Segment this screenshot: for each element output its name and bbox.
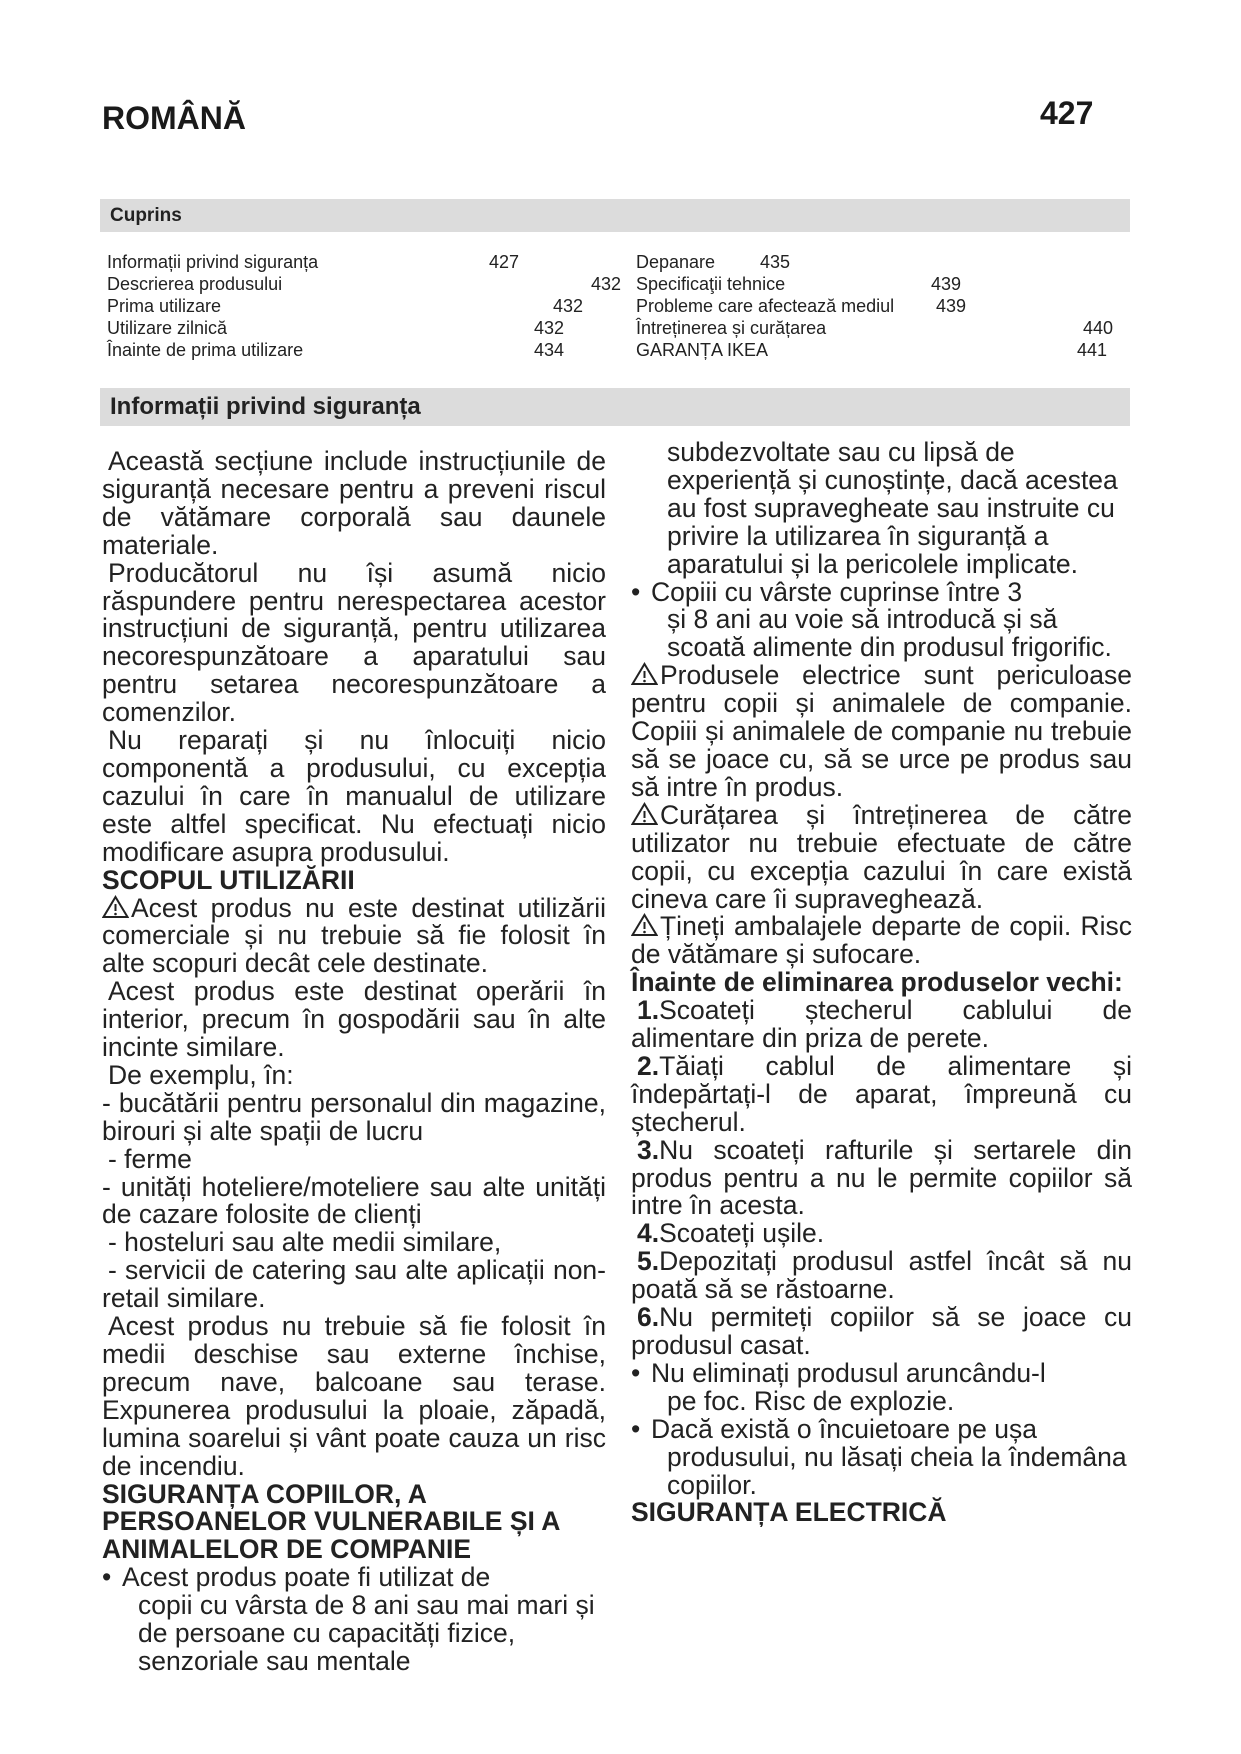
- page-number: 427: [1040, 95, 1094, 131]
- disposal-heading: Înainte de eliminarea produselor vechi:: [631, 967, 1123, 998]
- step-number: 3.: [637, 1134, 660, 1165]
- step-text: Nu scoateți rafturile și sertarele din produs pentru a nu le permite copiilor să intre în acesta.: [631, 1134, 1132, 1221]
- scope-list-item: - servicii de catering sau alte aplicații non-retail similare.: [102, 1255, 606, 1314]
- step-number: 1.: [637, 995, 660, 1026]
- warning-icon: [631, 913, 659, 937]
- bullet-rest: și 8 ani au voie să introducă și să scoată alimente din produsul frigorific.: [667, 604, 1112, 663]
- toc-item-label[interactable]: Înainte de prima utilizare: [107, 340, 304, 360]
- disposal-step: [631, 1220, 1132, 1248]
- bullet-icon: •: [102, 1562, 112, 1593]
- intro-paragraph: Nu reparați și nu înlocuiți nicio componentă a produsului, cu excepția cazului în care în manualul de utilizare este altfel specificat. Nu efectuați nicio modificare asupra produsului.: [102, 725, 606, 867]
- scope-warning-text: Acest produs nu este destinat utilizării comerciale și nu trebuie să fie folosit în alte scopuri decât cele destinate.: [102, 892, 606, 979]
- toc-item-label[interactable]: Specificaţii tehnice: [636, 274, 786, 294]
- language-heading: ROMÂNĂ: [102, 100, 246, 136]
- warning-icon: [631, 662, 659, 686]
- toc-item-page: 439: [936, 296, 967, 316]
- children-bullet-first: Acest produs poate fi utilizat de: [122, 1562, 491, 1593]
- left-column: [102, 448, 606, 1676]
- bullet-first: Dacă există o încuietoare pe ușa: [651, 1413, 1037, 1444]
- bullet-first: Copiii cu vârste cuprinse între 3: [651, 576, 1023, 607]
- warning-icon: [102, 895, 130, 919]
- electric-heading: SIGURANȚA ELECTRICĂ: [631, 1497, 947, 1528]
- warning-text: Produsele electrice sunt periculoase pentru copii și animalele de companie. Copiii și animalele de companie nu trebuie să se joace cu, să se urce pe produs sau să intre în produs.: [631, 660, 1132, 802]
- toc-item-label[interactable]: Prima utilizare: [107, 296, 222, 316]
- scope-list-item: - ferme: [108, 1143, 192, 1174]
- bullet-icon: •: [631, 1413, 641, 1444]
- toc-item-label[interactable]: Întreținerea și curățarea: [636, 318, 827, 338]
- scope-warning: [102, 892, 606, 979]
- bullet-rest: pe foc. Risc de explozie.: [667, 1385, 955, 1416]
- lock-bullet: [631, 1413, 1132, 1500]
- fire-bullet: [631, 1357, 1132, 1416]
- toc-item-label[interactable]: Depanare: [636, 252, 716, 272]
- step-number: 6.: [637, 1302, 660, 1333]
- disposal-step: [631, 1134, 1132, 1221]
- right-column: [631, 439, 1132, 1527]
- toc-item-label[interactable]: Probleme care afectează mediul: [636, 296, 895, 316]
- step-text: Nu permiteți copiilor să se joace cu produsul casat.: [631, 1302, 1132, 1360]
- toc-item-label[interactable]: GARANȚA IKEA: [636, 340, 769, 360]
- step-text: Depozitați produsul astfel încât să nu poată să se răstoarne.: [631, 1246, 1132, 1305]
- section-header: Informații privind siguranța: [100, 388, 1130, 426]
- toc-item-label[interactable]: Informații privind siguranța: [107, 252, 319, 272]
- toc-item-page: 432: [534, 318, 565, 338]
- toc-header: Cuprins: [100, 199, 1130, 232]
- bullet-icon: •: [631, 576, 641, 607]
- children-bullet-rest: copii cu vârsta de 8 ani sau mai mari și de persoane cu capacități fizice, senzoriale sau mentale: [138, 1590, 595, 1676]
- toc-item-label[interactable]: Utilizare zilnică: [107, 318, 228, 338]
- continued-text: subdezvoltate sau cu lipsă de experiență și cunoștințe, dacă acestea au fost supravegheate sau instruite cu privire la utilizarea în siguranță a aparatului și la pericolele implicate.: [667, 437, 1118, 579]
- warning-text: Curățarea și întreținerea de către utilizator nu trebuie efectuate de către copii, cu excepția cazului în care există cineva care îi supraveghează.: [631, 799, 1132, 914]
- toc-item-page: 441: [1077, 340, 1108, 360]
- step-number: 5.: [637, 1246, 660, 1277]
- toc-item-page: 434: [534, 340, 565, 360]
- children-heading: SIGURANȚA COPIILOR, A PERSOANELOR VULNERABILE ȘI A ANIMALELOR DE COMPANIE: [102, 1478, 560, 1565]
- step-text: Scoateți ușile.: [659, 1218, 825, 1249]
- bullet-icon: •: [631, 1357, 641, 1388]
- scope-text: Acest produs este destinat operării în interior, precum în gospodării sau în alte incinte similare.: [102, 976, 606, 1063]
- intro-paragraph: Această secțiune include instrucțiunile de siguranță necesare pentru a preveni riscul de vătămare corporală sau daunele materiale.: [102, 446, 606, 560]
- intro-paragraph: Producătorul nu își asumă nicio răspundere pentru nerespectarea acestor instrucțiuni de siguranță, pentru utilizarea necorespunzătoare a aparatului sau pentru setarea necorespunzătoare a comenzilor.: [102, 557, 606, 728]
- warning-paragraph: [631, 913, 1132, 969]
- warning-text: Țineți ambalajele departe de copii. Risc de vătămare și sufocare.: [631, 911, 1132, 970]
- disposal-step: [631, 997, 1132, 1053]
- toc-item-label[interactable]: Descrierea produsului: [107, 274, 283, 294]
- toc-item-page: 427: [489, 252, 520, 272]
- step-number: 2.: [637, 1050, 660, 1081]
- toc-item-page: 440: [1083, 318, 1114, 338]
- scope-heading: SCOPUL UTILIZĂRII: [102, 864, 355, 895]
- scope-list-item: - bucătării pentru personalul din magazine, birouri și alte spații de lucru: [102, 1087, 606, 1146]
- step-text: Tăiați cablul de alimentare și îndepărtați-l de aparat, împreună cu ștecherul.: [631, 1050, 1132, 1137]
- scope-list-item: - hosteluri sau alte medii similare,: [108, 1227, 502, 1258]
- bullet-first: Nu eliminați produsul aruncându-l: [651, 1357, 1046, 1388]
- disposal-step: [631, 1304, 1132, 1360]
- disposal-step: [631, 1050, 1132, 1137]
- toc-item-page: 432: [591, 274, 622, 294]
- step-number: 4.: [637, 1218, 660, 1249]
- scope-text: Acest produs nu trebuie să fie folosit în medii deschise sau externe închise, precum nave, balcoane sau terase. Expunerea produsului la ploaie, zăpadă, lumina soarelui și vânt poate cauza un risc de incendiu.: [102, 1311, 606, 1481]
- toc-item-page: 432: [553, 296, 584, 316]
- warning-paragraph: [631, 662, 1132, 802]
- scope-list-item: - unități hoteliere/moteliere sau alte unități de cazare folosite de clienți: [102, 1171, 606, 1230]
- step-text: Scoateți ștecherul cablului de alimentare din priza de perete.: [631, 995, 1132, 1054]
- scope-text: De exemplu, în:: [108, 1059, 294, 1090]
- children-age-bullet: [631, 576, 1132, 663]
- toc-item-page: 435: [760, 252, 791, 272]
- bullet-rest: produsului, nu lăsați cheia la îndemâna copiilor.: [667, 1441, 1127, 1500]
- toc-item-page: 439: [931, 274, 962, 294]
- warning-icon: [631, 802, 659, 826]
- disposal-step: [631, 1248, 1132, 1304]
- children-bullet: [102, 1564, 606, 1676]
- warning-paragraph: [631, 799, 1132, 914]
